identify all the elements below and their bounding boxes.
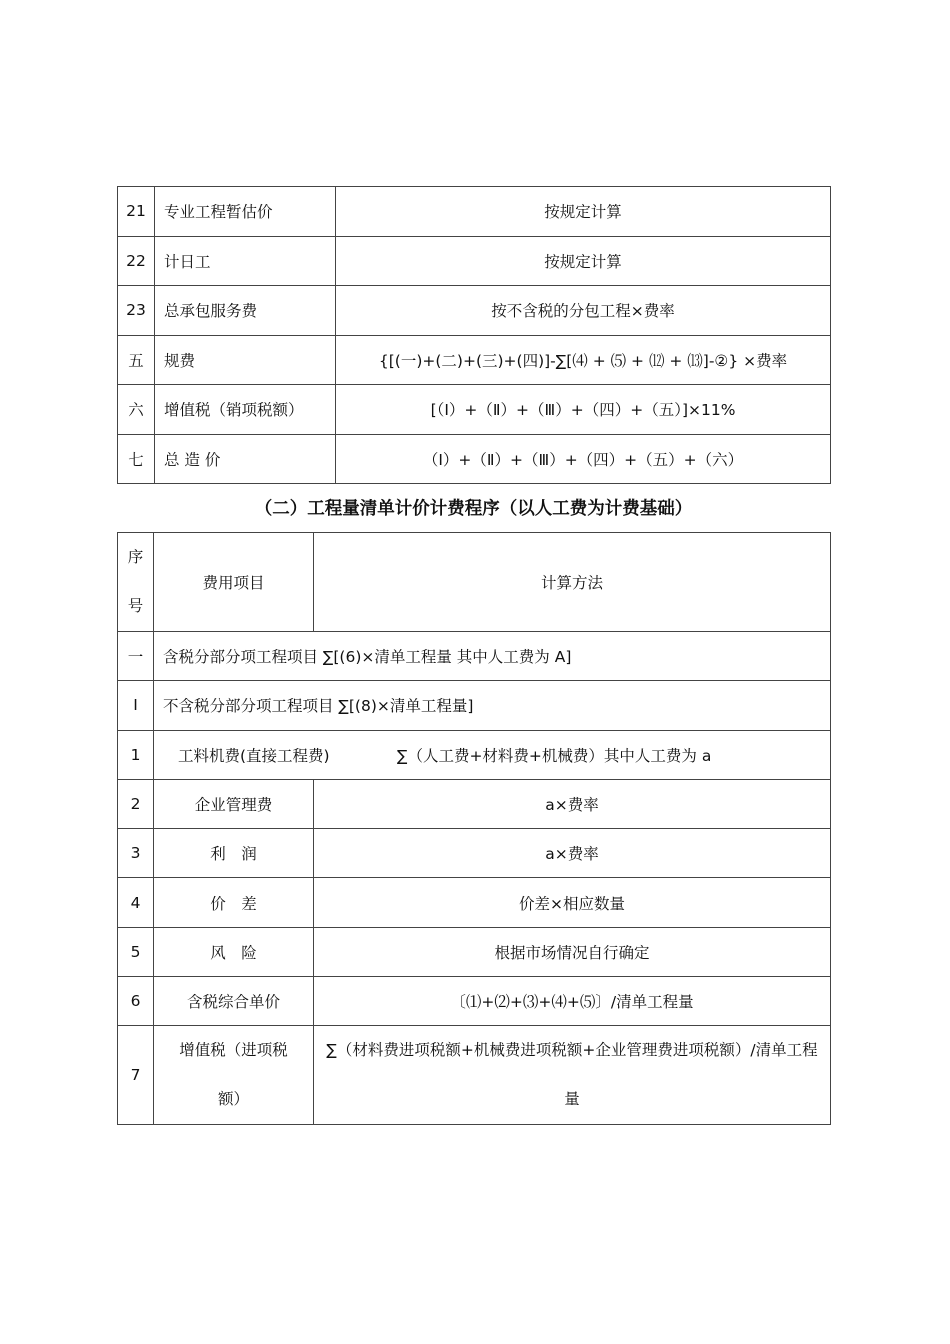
calc-method: 〔⑴+⑵+⑶+⑷+⑸〕/清单工程量 [314, 977, 831, 1026]
calc-method: {[(一)+(二)+(三)+(四)]-∑[⑷ + ⑸ + ⑿ + ⒀]-②} ×费率 [336, 335, 831, 385]
row-number: 五 [118, 335, 155, 385]
calc-method: a×费率 [314, 829, 831, 878]
section-title: （二）工程量清单计价计费程序（以人工费为计费基础） [254, 499, 693, 519]
table-row [118, 187, 831, 237]
row-number: 21 [118, 187, 155, 237]
fee-table-upper [117, 186, 831, 484]
table-row [118, 779, 831, 828]
table-row [118, 977, 831, 1026]
header-method: 计算方法 [314, 533, 831, 632]
calc-method: 按规定计算 [336, 187, 831, 237]
calc-method: 价差×相应数量 [314, 878, 831, 927]
table-row [118, 730, 831, 779]
table-row [118, 1026, 831, 1125]
row-number: 6 [118, 977, 154, 1026]
row-number: 4 [118, 878, 154, 927]
calc-method: a×费率 [314, 779, 831, 828]
row-number: 3 [118, 829, 154, 878]
table-row [118, 681, 831, 730]
row-number: 7 [118, 1026, 154, 1125]
fee-item: 利 润 [154, 829, 314, 878]
row-number: I [118, 681, 154, 730]
fee-item: 计日工 [155, 236, 336, 286]
merged-row-text: 含税分部分项工程项目 ∑[(6)×清单工程量 其中人工费为 A] [154, 632, 831, 681]
fee-item: 总 造 价 [155, 434, 336, 484]
row-number: 5 [118, 927, 154, 976]
table-row [118, 335, 831, 385]
table-row [118, 927, 831, 976]
fee-item: 风 险 [154, 927, 314, 976]
fee-item: 增值税（进项税额） [154, 1026, 314, 1125]
row-number: 一 [118, 632, 154, 681]
fee-item: 工料机费(直接工程费) [178, 746, 330, 765]
row-number: 1 [118, 730, 154, 779]
fee-item: 增值税（销项税额） [155, 385, 336, 435]
calc-method: 按规定计算 [336, 236, 831, 286]
fee-item: 总承包服务费 [155, 286, 336, 336]
calc-method: （Ⅰ）+（Ⅱ）+（Ⅲ）+（四）+（五）+（六） [336, 434, 831, 484]
table-row [118, 236, 831, 286]
table-row [118, 878, 831, 927]
row-number: 六 [118, 385, 155, 435]
row-number: 2 [118, 779, 154, 828]
row-number: 七 [118, 434, 155, 484]
merged-row-text: 不含税分部分项工程项目 ∑[(8)×清单工程量] [154, 681, 831, 730]
header-item: 费用项目 [154, 533, 314, 632]
table-header-row [118, 533, 831, 632]
fee-table-lower [117, 532, 831, 1125]
table-row [118, 385, 831, 435]
fee-item: 专业工程暂估价 [155, 187, 336, 237]
calc-method: ∑（材料费进项税额+机械费进项税额+企业管理费进项税额）/清单工程量 [314, 1026, 831, 1125]
table-row [118, 434, 831, 484]
row-number: 23 [118, 286, 155, 336]
fee-item: 企业管理费 [154, 779, 314, 828]
merged-row-cell [154, 730, 831, 779]
fee-item: 规费 [155, 335, 336, 385]
table-row [118, 829, 831, 878]
fee-item: 含税综合单价 [154, 977, 314, 1026]
calc-method: 按不含税的分包工程×费率 [336, 286, 831, 336]
table-row [118, 286, 831, 336]
calc-method: ∑（人工费+材料费+机械费）其中人工费为 a [397, 746, 712, 765]
fee-item: 价 差 [154, 878, 314, 927]
table-row [118, 632, 831, 681]
calc-method: 根据市场情况自行确定 [314, 927, 831, 976]
row-number: 22 [118, 236, 155, 286]
calc-method: [（Ⅰ）+（Ⅱ）+（Ⅲ）+（四）+（五）]×11% [336, 385, 831, 435]
header-number: 序号 [118, 533, 154, 632]
